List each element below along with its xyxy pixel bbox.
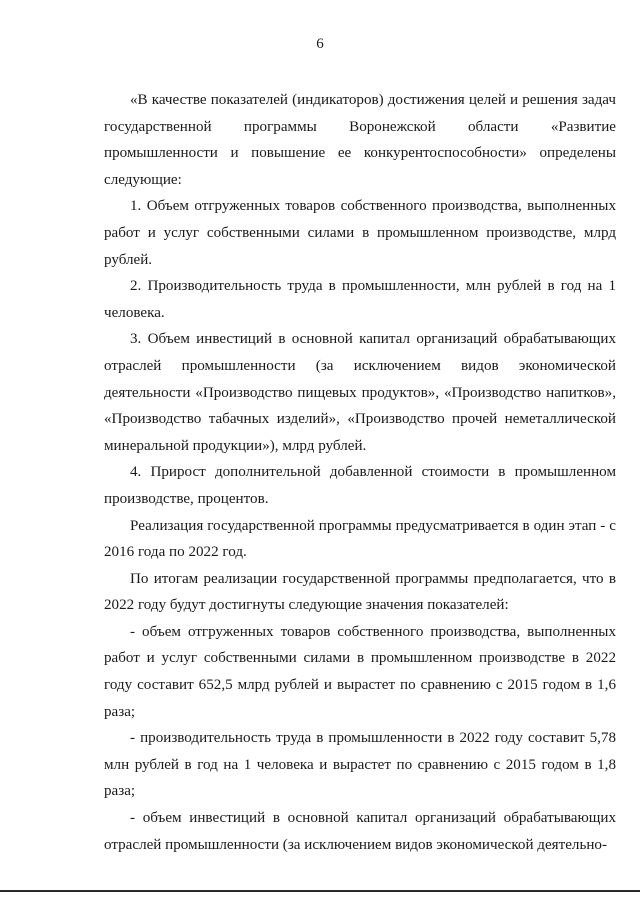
paragraph-implementation-stage: Реализация государственной программы предусматривается в один этап - с 2016 года по 2022 год. [104, 517, 616, 561]
paragraph-indicator-4: 4. Прирост дополнительной добавленной стоимости в промышленном производстве, процентов. [104, 464, 616, 507]
paragraph-result-investments: - объем инвестиций в основной капитал организаций обрабатывающих отраслей промышленности (за исключением видов экономической деятельно- [104, 810, 616, 853]
paragraph-indicator-2: 2. Производительность труда в промышленности, млн рублей в год на 1 человека. [104, 278, 616, 321]
document-body [104, 87, 616, 858]
paragraph-indicator-3: 3. Объем инвестиций в основной капитал организаций обрабатывающих отраслей промышленности (за исключением видов экономической деятельности «Производство пищевых продуктов», «Производство напитков», «Производство табачных изделий», «Производство прочей неметаллической минеральной продукции»), млрд рублей. [104, 331, 616, 454]
bottom-scan-rule [0, 890, 640, 892]
paragraph-intro: «В качестве показателей (индикаторов) достижения целей и решения задач государственной программы Воронежской области «Развитие промышленности и повышение ее конкурентоспособности» определены следующие: [104, 92, 616, 188]
paragraph-result-shipped-goods: - объем отгруженных товаров собственного производства, выполненных работ и услуг собственными силами в промышленном производстве в 2022 году составит 652,5 млрд рублей и вырастет по сравнению с 2015 годом в 1,6 раза; [104, 623, 616, 720]
paragraph-result-productivity: - производительность труда в промышленности в 2022 году составит 5,78 млн рублей в год на 1 человека и вырастет по сравнению с 2015 годом в 1,8 раза; [104, 730, 616, 800]
page-number: 6 [316, 36, 324, 52]
paragraph-expected-results: По итогам реализации государственной программы предполагается, что в 2022 году будут достигнуты следующие значения показателей: [104, 570, 616, 614]
paragraph-indicator-1: 1. Объем отгруженных товаров собственного производства, выполненных работ и услуг собственными силами в промышленном производстве, млрд рублей. [104, 198, 616, 268]
